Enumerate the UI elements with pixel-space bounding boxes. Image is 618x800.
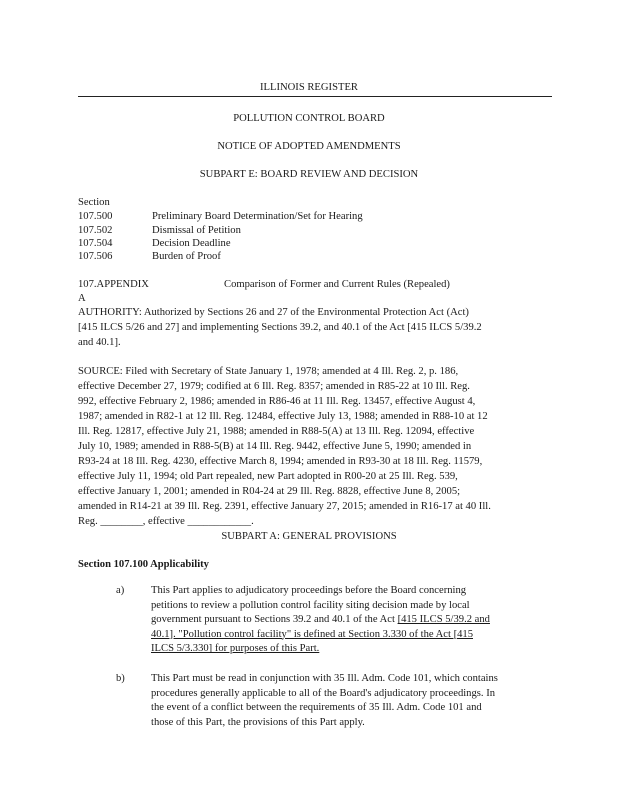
toc-row-number: 107.502 [78,225,113,236]
item-a-line: This Part applies to adjudicatory proceedings before the Board concerning [151,585,467,596]
source-line: Ill. Reg. 12817, effective July 21, 1988; amended in R88-5(A) at 13 Ill. Reg. 12094, effective [78,426,475,437]
item-a-label: a) [116,585,125,596]
source-line: effective December 27, 1979; codified at 6 Ill. Reg. 8357; amended in R85-22 at 10 Ill. Reg. [78,381,470,392]
item-a-amendment-line: ILCS 5/3.330] for purposes of this Part. [151,643,320,654]
source-line: July 10, 1989; amended in R88-5(B) at 14 Ill. Reg. 9442, effective June 5, 1990; amended in [78,441,472,452]
item-b-line: procedures generally applicable to all of the Board's adjudicatory proceedings. In [151,687,496,699]
subpart-a-title: SUBPART A: GENERAL PROVISIONS [221,531,397,542]
source-line: amended in R14-21 at 39 Ill. Reg. 2391, effective January 27, 2015; amended in R16-17 at 40 Ill. [78,501,491,512]
toc-row-number: 107.504 [78,238,113,249]
section-heading: Section 107.100 Applicability [78,559,209,570]
item-b-label: b) [116,673,125,684]
toc-row-number: 107.506 [78,251,113,262]
toc-heading: Section [78,197,110,208]
item-b-body [151,672,552,730]
authority-line: and 40.1]. [78,337,121,348]
item-a-plain-text: government pursuant to Sections 39.2 and 40.1 of the Act [151,614,398,625]
item-b-line: those of this Part, the provisions of this Part apply. [151,716,365,728]
source-line: effective January 1, 2001; amended in R04-24 at 29 Ill. Reg. 8828, effective June 8, 2005; [78,486,461,497]
source-line: Reg. ________, effective ____________. [78,516,254,527]
authority-line: [415 ILCS 5/26 and 27] and implementing Sections 39.2, and 40.1 of the Act [415 ILCS 5/39.2 [78,322,482,333]
source-line: 992, effective February 2, 1986; amended in R86-46 at 11 Ill. Reg. 13457, effective August 4, [78,396,476,407]
toc-row-title: Burden of Proof [152,251,221,262]
toc-row-title: Decision Deadline [152,238,231,249]
header-rule [78,96,552,97]
source-line: 1987; amended in R82-1 at 12 Ill. Reg. 12484, effective July 13, 1988; amended in R88-10 at 12 [78,411,488,422]
toc-appendix-title: Comparison of Former and Current Rules (Repealed) [224,279,450,290]
toc-appendix-number: 107.APPENDIX A [78,279,149,304]
authority-paragraph [78,305,552,350]
item-a-body [151,584,552,657]
source-line: R93-24 at 18 Ill. Reg. 4230, effective March 8, 1994; amended in R93-30 at 18 Ill. Reg. 11579, [78,456,483,467]
source-line: SOURCE: Filed with Secretary of State January 1, 1978; amended at 4 Ill. Reg. 2, p. 186, [78,366,459,377]
subpart-e-title: SUBPART E: BOARD REVIEW AND DECISION [199,169,419,180]
toc-row-title: Preliminary Board Determination/Set for Hearing [152,211,363,222]
board-title: POLLUTION CONTROL BOARD [233,113,385,124]
notice-title: NOTICE OF ADOPTED AMENDMENTS [217,141,401,152]
source-line: effective July 11, 1994; old Part repealed, new Part adopted in R00-20 at 25 Ill. Reg. 539, [78,471,458,482]
item-a-line: petitions to review a pollution control facility siting decision made by local [151,599,470,611]
item-a-amendment-line: 40.1]. "Pollution control facility" is defined at Section 3.330 of the Act [415 [151,628,473,640]
toc-row-title: Dismissal of Petition [152,225,241,236]
item-b-line: the event of a conflict between the requirements of 35 Ill. Adm. Code 101 and [151,702,482,713]
register-title: ILLINOIS REGISTER [260,82,358,93]
item-a-amendment-text: [415 ILCS 5/39.2 and [397,614,490,625]
source-paragraph [78,364,552,529]
item-b-line: This Part must be read in conjunction with 35 Ill. Adm. Code 101, which contains [151,673,498,684]
toc-row-number: 107.500 [78,211,113,222]
item-a-mixed-line [151,613,552,628]
authority-line: AUTHORITY: Authorized by Sections 26 and 27 of the Environmental Protection Act (Act) [78,307,469,318]
